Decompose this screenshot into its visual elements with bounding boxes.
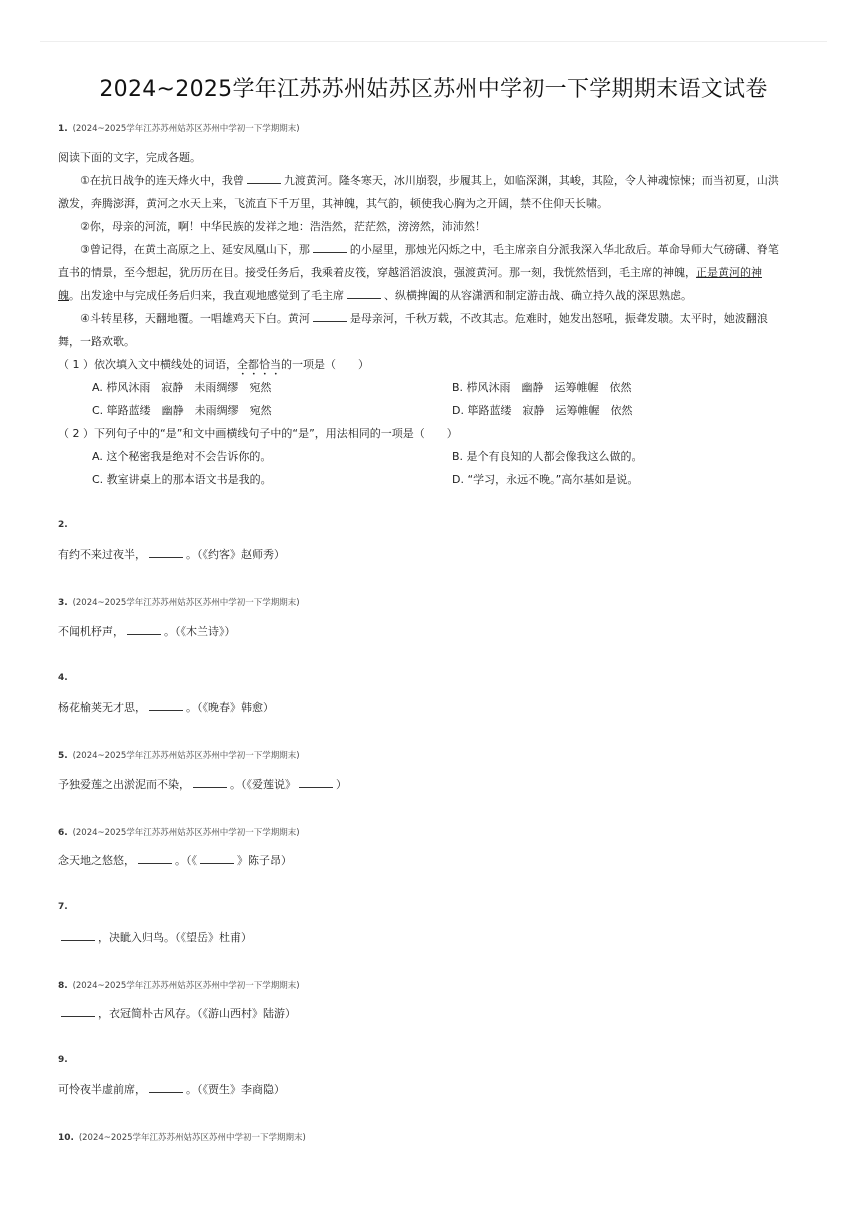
option-1a[interactable]: A. 栉风沐雨 寂静 未雨绸缪 宛然 <box>92 381 272 394</box>
text: 》陈子昂） <box>237 854 292 867</box>
text: 杨花榆荚无才思， <box>58 701 146 714</box>
question-source: (2024~2025学年江苏苏州姑苏区苏州中学初一下学期期末) <box>72 828 300 838</box>
blank-line <box>247 173 281 184</box>
q1-para1-line2: 激发，奔腾澎湃，黄河之水天上来，飞流直下千万里，其神魄，其气韵，顿使我心胸为之开阔，禁不住仰天长啸。 <box>58 197 608 210</box>
question-4-text <box>58 699 274 715</box>
question-8-header <box>58 979 300 991</box>
question-number: 9. <box>58 1055 68 1065</box>
question-9-text <box>58 1081 285 1097</box>
answer-blank[interactable] <box>127 624 161 635</box>
question-number: 8. <box>58 981 68 991</box>
text: 直书的情景，至今想起，犹历历在目。接受任务后，我乘着皮筏，穿越滔滔波浪，强渡黄河。那一刻，我恍然悟到，毛主席的神魄， <box>58 266 696 279</box>
option-2d[interactable]: D. “学习，永远不晚。”高尔基如是说。 <box>452 473 639 486</box>
question-2-header <box>58 520 68 530</box>
option-2b[interactable]: B. 是个有良知的人都会像我这么做的。 <box>452 450 643 463</box>
question-source: (2024~2025学年江苏苏州姑苏区苏州中学初一下学期期末) <box>78 1133 306 1143</box>
option-2a[interactable]: A. 这个秘密我是绝对不会告诉你的。 <box>92 450 272 463</box>
question-10-header <box>58 1131 306 1143</box>
q1-intro: 阅读下面的文字，完成各题。 <box>58 151 201 164</box>
question-number: 5. <box>58 751 68 761</box>
answer-blank[interactable] <box>149 547 183 558</box>
q1-para4-line1 <box>80 310 768 326</box>
q1-para3-line3 <box>58 287 692 303</box>
top-divider <box>40 41 827 42</box>
question-source: (2024~2025学年江苏苏州姑苏区苏州中学初一下学期期末) <box>72 751 300 761</box>
answer-blank[interactable] <box>193 777 227 788</box>
question-2-text <box>58 546 285 562</box>
subquestion-2: （ 2 ）下列句子中的“是”和文中画横线句子中的“是”，用法相同的一项是（ ） <box>58 427 458 440</box>
text: 念天地之悠悠， <box>58 854 135 867</box>
text: （ 1 ）依次填入文中横线处的词语， <box>58 358 237 371</box>
page-title: 2024~2025学年江苏苏州姑苏区苏州中学初一下学期期末语文试卷 <box>99 77 768 102</box>
question-5-header <box>58 749 300 761</box>
text: 的一项是（ ） <box>281 358 369 371</box>
text: 、纵横捭阖的从容潇洒和制定游击战、确立持久战的深思熟虑。 <box>384 289 692 302</box>
blank-line <box>313 242 347 253</box>
text: 。（《木兰诗》） <box>164 625 236 638</box>
question-source: (2024~2025学年江苏苏州姑苏区苏州中学初一下学期期末) <box>72 981 300 991</box>
answer-blank[interactable] <box>61 930 95 941</box>
option-1c[interactable]: C. 筚路蓝缕 幽静 未雨绸缪 宛然 <box>92 404 272 417</box>
text: 。出发途中与完成任务后归来，我直观地感觉到了毛主席 <box>69 289 344 302</box>
text: 有约不来过夜半， <box>58 548 146 561</box>
q1-para3-line2 <box>58 264 762 280</box>
question-7-text <box>58 929 252 945</box>
text: ③曾记得，在黄土高原之上、延安凤凰山下，那 <box>80 243 310 256</box>
question-number: 6. <box>58 828 68 838</box>
question-8-text <box>58 1005 296 1021</box>
text: 。（《 <box>175 854 197 867</box>
answer-blank[interactable] <box>138 853 172 864</box>
question-7-header <box>58 902 68 912</box>
option-2c[interactable]: C. 教室讲桌上的那本语文书是我的。 <box>92 473 272 486</box>
question-9-header <box>58 1055 68 1065</box>
text: 予独爱莲之出淤泥而不染， <box>58 778 190 791</box>
question-4-header <box>58 673 68 683</box>
answer-blank[interactable] <box>61 1006 95 1017</box>
question-6-text <box>58 852 292 868</box>
text: 可怜夜半虚前席， <box>58 1083 146 1096</box>
text: 。（《约客》赵师秀） <box>186 548 285 561</box>
text: ，衣冠简朴古风存。（《游山西村》陆游） <box>98 1007 296 1020</box>
question-number: 1. <box>58 124 68 134</box>
question-6-header <box>58 826 300 838</box>
emphasis-text: 全都恰当 <box>237 358 281 371</box>
text: ①在抗日战争的连天烽火中，我曾 <box>80 174 244 187</box>
text: ，决眦入归鸟。（《望岳》杜甫） <box>98 931 252 944</box>
text: 不闻机杼声， <box>58 625 124 638</box>
question-1-header <box>58 122 300 134</box>
text: ④斗转星移，天翻地覆。一唱雄鸡天下白。黄河 <box>80 312 310 325</box>
blank-line <box>313 311 347 322</box>
question-number: 7. <box>58 902 68 912</box>
q1-para1-line1 <box>80 172 779 188</box>
question-3-header <box>58 596 300 608</box>
text: 。（《爱莲说》 <box>230 778 296 791</box>
question-source: (2024~2025学年江苏苏州姑苏区苏州中学初一下学期期末) <box>72 124 300 134</box>
question-5-text <box>58 776 347 792</box>
question-number: 3. <box>58 598 68 608</box>
q1-para3-line1 <box>80 241 779 257</box>
text: 九渡黄河。隆冬寒天，冰川崩裂，步履其上，如临深渊，其峻，其险，令人神魂惊悚；而当初夏，山洪 <box>283 174 779 187</box>
blank-line <box>347 288 381 299</box>
text: 。（《贾生》李商隐） <box>186 1083 285 1096</box>
answer-blank[interactable] <box>200 853 234 864</box>
option-1d[interactable]: D. 筚路蓝缕 寂静 运筹帷幄 依然 <box>452 404 633 417</box>
q1-para4-line2: 舞，一路欢歌。 <box>58 335 135 348</box>
question-number: 10. <box>58 1133 74 1143</box>
question-number: 2. <box>58 520 68 530</box>
answer-blank[interactable] <box>149 700 183 711</box>
question-number: 4. <box>58 673 68 683</box>
answer-blank[interactable] <box>149 1082 183 1093</box>
answer-blank[interactable] <box>299 777 333 788</box>
text: ） <box>336 778 347 791</box>
text: 的小屋里，那烛光闪烁之中，毛主席亲自分派我深入华北敌后。革命导师大气磅礴、脊笔 <box>349 243 779 256</box>
underlined-sentence: 正是黄河的神 <box>696 266 762 279</box>
q1-para2: ②你，母亲的河流，啊！中华民族的发祥之地：浩浩然，茫茫然，滂滂然，沛沛然！ <box>80 220 486 233</box>
subquestion-1 <box>58 356 369 378</box>
text: 。（《晚春》韩愈） <box>186 701 274 714</box>
text: 是母亲河，千秋万载，不改其志。危难时，她发出怒吼，振聋发聩。太平时，她波翻浪 <box>349 312 768 325</box>
question-3-text <box>58 623 236 639</box>
question-source: (2024~2025学年江苏苏州姑苏区苏州中学初一下学期期末) <box>72 598 300 608</box>
underlined-sentence: 魄 <box>58 289 69 302</box>
option-1b[interactable]: B. 栉风沐雨 幽静 运筹帷幄 依然 <box>452 381 632 394</box>
